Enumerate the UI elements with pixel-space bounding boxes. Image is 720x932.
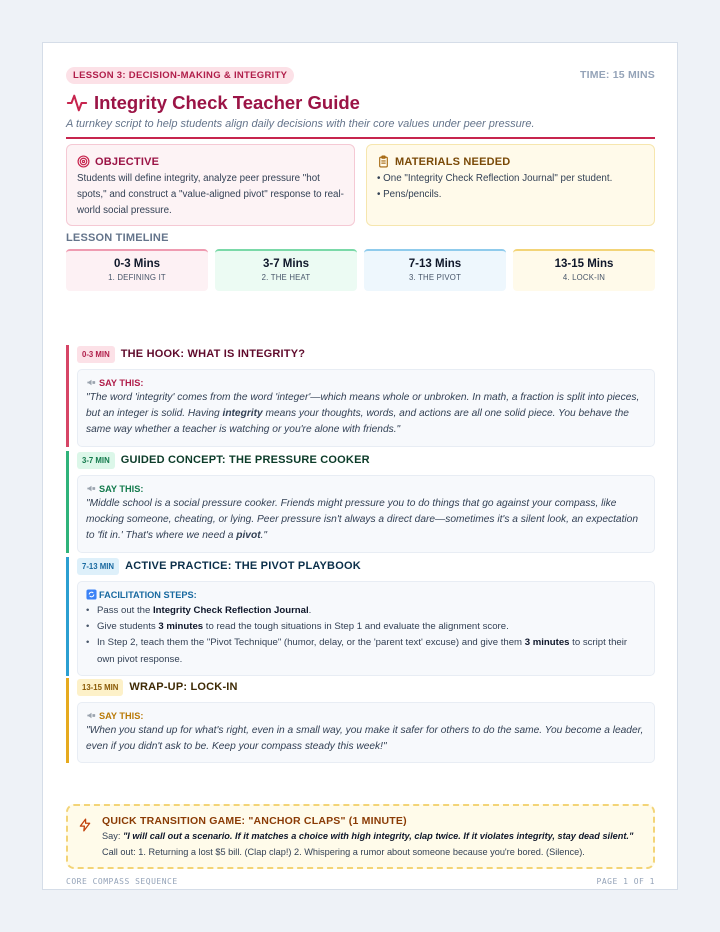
page-content bbox=[66, 66, 655, 886]
steps-box bbox=[77, 581, 655, 676]
timeline-step: 3. THE PIVOT bbox=[408, 273, 462, 282]
lightning-icon bbox=[78, 818, 92, 832]
say-label bbox=[86, 483, 646, 494]
say-label-text: SAY THIS: bbox=[99, 710, 144, 721]
materials-item: • Pens/pencils. bbox=[377, 189, 442, 200]
quote-text: ." bbox=[260, 530, 268, 542]
step-text: to script their own pivot response. bbox=[97, 637, 628, 665]
objective-heading-text: OBJECTIVE bbox=[95, 155, 160, 168]
script-box bbox=[77, 702, 655, 763]
section-time-badge: 13-15 MIN bbox=[77, 679, 123, 696]
step-text: In Step 2, teach them the "Pivot Technique" (humor, delay, or the 'parent text' excuse) and give them bbox=[97, 637, 525, 649]
section-header bbox=[77, 345, 655, 363]
step-text: to read the tough situations in Step 1 and evaluate the alignment score. bbox=[203, 621, 509, 633]
game-say-quote: "I will call out a scenario. If it matches a choice with high integrity, clap twice. If it violates integrity, stay dead silent." bbox=[122, 831, 634, 841]
title-row bbox=[66, 90, 655, 116]
section-time-badge: 0-3 MIN bbox=[77, 346, 115, 363]
say-label-text: SAY THIS: bbox=[99, 377, 144, 388]
section-header bbox=[77, 451, 655, 469]
timeline-step: 4. LOCK-IN bbox=[562, 273, 606, 282]
section-title: WRAP-UP: LOCK-IN bbox=[129, 681, 238, 693]
materials-item: • One "Integrity Check Reflection Journal" per student. bbox=[377, 173, 613, 184]
transition-game-heading: QUICK TRANSITION GAME: "ANCHOR CLAPS" (1 MINUTE) bbox=[102, 815, 407, 827]
step-item bbox=[86, 635, 646, 667]
materials-box bbox=[366, 144, 655, 226]
timeline-card-4 bbox=[513, 249, 655, 291]
materials-heading-text: MATERIALS NEEDED bbox=[395, 155, 511, 168]
pulse-icon bbox=[66, 92, 88, 114]
script-quote bbox=[86, 496, 646, 545]
megaphone-icon bbox=[86, 483, 97, 494]
step-text: . bbox=[308, 605, 312, 616]
step-text: Give students bbox=[97, 621, 159, 633]
quote-emphasis: integrity bbox=[222, 408, 263, 420]
timeline-card-1 bbox=[66, 249, 208, 291]
section-title: GUIDED CONCEPT: THE PRESSURE COOKER bbox=[120, 454, 370, 466]
target-icon bbox=[77, 155, 90, 168]
quote-text: means your thoughts, words, and actions are all one solid piece. You behave the same way whether a teacher is watching or you're alone with friends." bbox=[86, 408, 629, 436]
info-boxes bbox=[66, 144, 655, 226]
section-title: ACTIVE PRACTICE: THE PIVOT PLAYBOOK bbox=[125, 560, 361, 572]
section-concept bbox=[66, 451, 655, 553]
step-emphasis: 3 minutes bbox=[524, 637, 570, 649]
timeline-time: 7-13 Mins bbox=[408, 258, 462, 270]
timeline-step: 2. THE HEAT bbox=[261, 273, 311, 282]
section-header bbox=[77, 557, 655, 575]
step-text: Pass out the bbox=[97, 605, 153, 616]
lesson-badge: LESSON 3: DECISION-MAKING & INTEGRITY bbox=[66, 67, 294, 84]
page-title: Integrity Check Teacher Guide bbox=[94, 92, 360, 113]
quote-emphasis: pivot bbox=[236, 530, 261, 542]
timeline-step: 1. DEFINING IT bbox=[108, 273, 166, 282]
footer-sequence: CORE COMPASS SEQUENCE bbox=[66, 877, 178, 886]
step-item bbox=[86, 603, 646, 619]
script-box bbox=[77, 475, 655, 553]
transition-game-box bbox=[66, 804, 655, 869]
quote-text: "Middle school is a social pressure cooker. Friends might pressure you to do things that go against your compass, like mocking someone, cheating, or lying. Peer pressure isn't always a direct dare—sometimes it's a silent look, an expectation to 'fit in.' That's where we need a bbox=[86, 498, 639, 542]
timeline-time: 0-3 Mins bbox=[113, 258, 160, 270]
step-item bbox=[86, 619, 646, 635]
quote-text: "The word 'integrity' comes from the word 'integer'—which means whole or unbroken. In math, a fraction is split into pieces, but an integer is solid. Having bbox=[86, 392, 640, 420]
say-label bbox=[86, 710, 646, 721]
say-label bbox=[86, 377, 646, 388]
page-subtitle: A turnkey script to help students align daily decisions with their core values under peer pressure. bbox=[66, 118, 535, 130]
transition-game-body bbox=[102, 815, 643, 867]
timeline-card-3 bbox=[364, 249, 506, 291]
section-time-badge: 7-13 MIN bbox=[77, 558, 119, 575]
section-practice bbox=[66, 557, 655, 676]
timeline-time: 13-15 Mins bbox=[554, 258, 614, 270]
steps-label-text: FACILITATION STEPS: bbox=[99, 589, 197, 600]
header-top-row bbox=[66, 66, 655, 84]
megaphone-icon bbox=[86, 377, 97, 388]
page-footer bbox=[66, 877, 655, 886]
section-header bbox=[77, 678, 655, 696]
section-wrapup bbox=[66, 678, 655, 763]
megaphone-icon bbox=[86, 710, 97, 721]
timeline-card-2 bbox=[215, 249, 357, 291]
title-divider bbox=[66, 137, 655, 139]
lesson-timeline bbox=[66, 249, 655, 291]
script-box bbox=[77, 369, 655, 447]
refresh-icon bbox=[86, 589, 97, 600]
section-hook bbox=[66, 345, 655, 447]
steps-label bbox=[86, 589, 646, 600]
step-emphasis: Integrity Check Reflection Journal bbox=[153, 605, 309, 616]
objective-heading bbox=[77, 155, 344, 168]
transition-game-text bbox=[102, 828, 643, 860]
clipboard-icon bbox=[377, 155, 390, 168]
materials-list bbox=[377, 171, 644, 203]
step-emphasis: 3 minutes bbox=[158, 621, 204, 633]
time-label: TIME: 15 MINS bbox=[580, 69, 655, 81]
materials-heading bbox=[377, 155, 644, 168]
script-quote bbox=[86, 390, 646, 439]
guide-page bbox=[42, 42, 678, 890]
footer-page-number: PAGE 1 OF 1 bbox=[596, 877, 655, 886]
timeline-time: 3-7 Mins bbox=[262, 258, 309, 270]
script-quote: "When you stand up for what's right, even in a small way, you make it safer for others to do the same. You become a leader, even if you didn't ask to be. Keep your compass steady this week!" bbox=[86, 725, 644, 753]
facilitation-steps bbox=[86, 603, 646, 668]
section-time-badge: 3-7 MIN bbox=[77, 452, 115, 469]
objective-box bbox=[66, 144, 355, 226]
say-label-text: SAY THIS: bbox=[99, 483, 144, 494]
timeline-label: LESSON TIMELINE bbox=[66, 232, 169, 244]
section-title: THE HOOK: WHAT IS INTEGRITY? bbox=[120, 348, 306, 360]
game-instructions: Call out: 1. Returning a lost $5 bill. (Clap clap!) 2. Whispering a rumor about someone because you're bored. (Silence). bbox=[102, 847, 585, 857]
objective-text: Students will define integrity, analyze peer pressure "hot spots," and construct a "value-aligned pivot" response to real-world social pressure. bbox=[77, 173, 344, 216]
game-say-prefix: Say: bbox=[102, 831, 123, 841]
